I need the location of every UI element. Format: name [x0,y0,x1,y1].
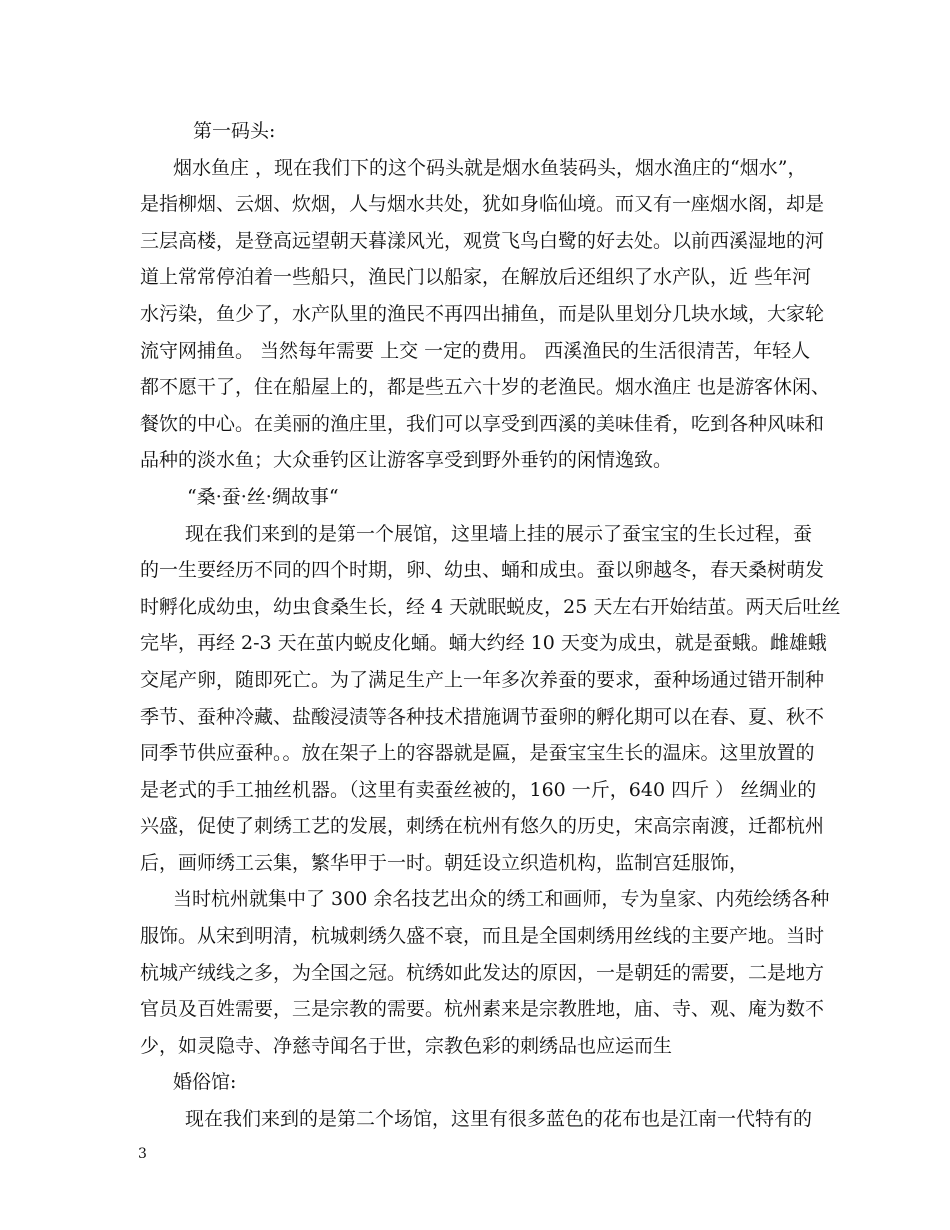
paragraph-line: 同季节供应蚕种。。放在架子上的容器就是匾，是蚕宝宝生长的温床。这里放置的 [140,742,815,765]
document-body [140,113,841,1138]
paragraph-line: 完毕，再经 2-3 天在茧内蜕皮化蛹。蛹大约经 10 天变为成虫，就是蚕蛾。雌雄蛾 [140,632,827,655]
section-heading-first-pier: 第一码头: [193,120,276,142]
paragraph-second-hall [140,1101,815,1138]
paragraph-line: 品种的淡水鱼；大众垂钓区让游客享受到野外垂钓的闲情逸致。 [140,449,673,472]
paragraph-hangzhou-embroidery [140,881,830,1064]
paragraph-line: 水污染，鱼少了，水产队里的渔民不再四出捕鱼，而是队里划分几块水域，大家轮 [140,302,825,325]
paragraph-line: 少，如灵隐寺、净慈寺闻名于世，宗教色彩的刺绣品也应运而生 [140,1034,673,1057]
paragraph-line: 杭城产绒线之多，为全国之冠。杭绣如此发达的原因，一是朝廷的需要，二是地方 [140,961,825,984]
section-heading-silk-story: “桑·蚕·丝·绸故事“ [187,485,339,508]
paragraph-smoke-water-fish-village [140,150,831,479]
paragraph-first-exhibition-hall [140,516,841,882]
paragraph-line: 当时杭州就集中了 300 余名技艺出众的绣工和画师，专为皇家、内苑绘绣各种 [173,888,830,911]
paragraph-line: 兴盛，促使了刺绣工艺的发展，刺绣在杭州有悠久的历史，宋高宗南渡，迁都杭州 [140,815,825,838]
paragraph-line: 流守网捕鱼。 当然每年需要 上交 一定的费用。 西溪渔民的生活很清苦，年轻人 [140,339,811,362]
paragraph-line: 烟水鱼庄 ，现在我们下的这个码头就是烟水鱼装码头，烟水渔庄的“烟水”， [173,156,807,179]
paragraph-line: 道上常常停泊着一些船只，渔民门以船家，在解放后还组织了水产队，近 些年河 [140,266,812,289]
paragraph-line: 的一生要经历不同的四个时期，卵、幼虫、蛹和成虫。蚕以卵越冬，春天桑树萌发 [140,559,825,582]
paragraph-line: 是指柳烟、云烟、炊烟，人与烟水共处，犹如身临仙境。而又有一座烟水阁，却是 [140,193,825,216]
paragraph-line: 是老式的手工抽丝机器。（这里有卖蚕丝被的，160 一斤，640 四斤 ） 丝绸业的 [140,778,817,801]
page-number: 3 [138,1146,147,1162]
paragraph-line: 季节、蚕种冷藏、盐酸浸渍等各种技术措施调节蚕卵的孵化期可以在春、夏、秋不 [140,705,825,728]
paragraph-line: 现在我们来到的是第一个展馆，这里墙上挂的展示了蚕宝宝的生长过程，蚕 [185,522,813,545]
paragraph-line: 都不愿干了，住在船屋上的，都是些五六十岁的老渔民。烟水渔庄 也是游客休闲、 [140,376,831,399]
paragraph-line: 餐饮的中心。在美丽的渔庄里，我们可以享受到西溪的美味佳肴，吃到各种风味和 [140,412,825,435]
paragraph-line: 三层高楼，是登高远望朝天暮漾风光，观赏飞鸟白鹭的好去处。以前西溪湿地的河 [140,229,825,252]
paragraph-line: 官员及百姓需要，三是宗教的需要。杭州素来是宗教胜地，庙、寺、观、庵为数不 [140,998,825,1021]
paragraph-line: 时孵化成幼虫，幼虫食桑生长，经 4 天就眠蜕皮，25 天左右开始结茧。两天后吐丝 [140,595,841,618]
paragraph-line: 现在我们来到的是第二个场馆，这里有很多蓝色的花布也是江南一代特有的 [185,1108,813,1131]
section-heading-wedding-customs-hall: 婚俗馆: [173,1071,237,1094]
paragraph-line: 服饰。从宋到明清，杭城刺绣久盛不衰，而且是全国刺绣用丝线的主要产地。当时 [140,925,825,948]
paragraph-line: 交尾产卵，随即死亡。为了满足生产上一年多次养蚕的要求，蚕种场通过错开制种 [140,668,825,691]
paragraph-line: 后，画师绣工云集，繁华甲于一时。朝廷设立织造机构，监制宫廷服饰， [140,851,749,874]
